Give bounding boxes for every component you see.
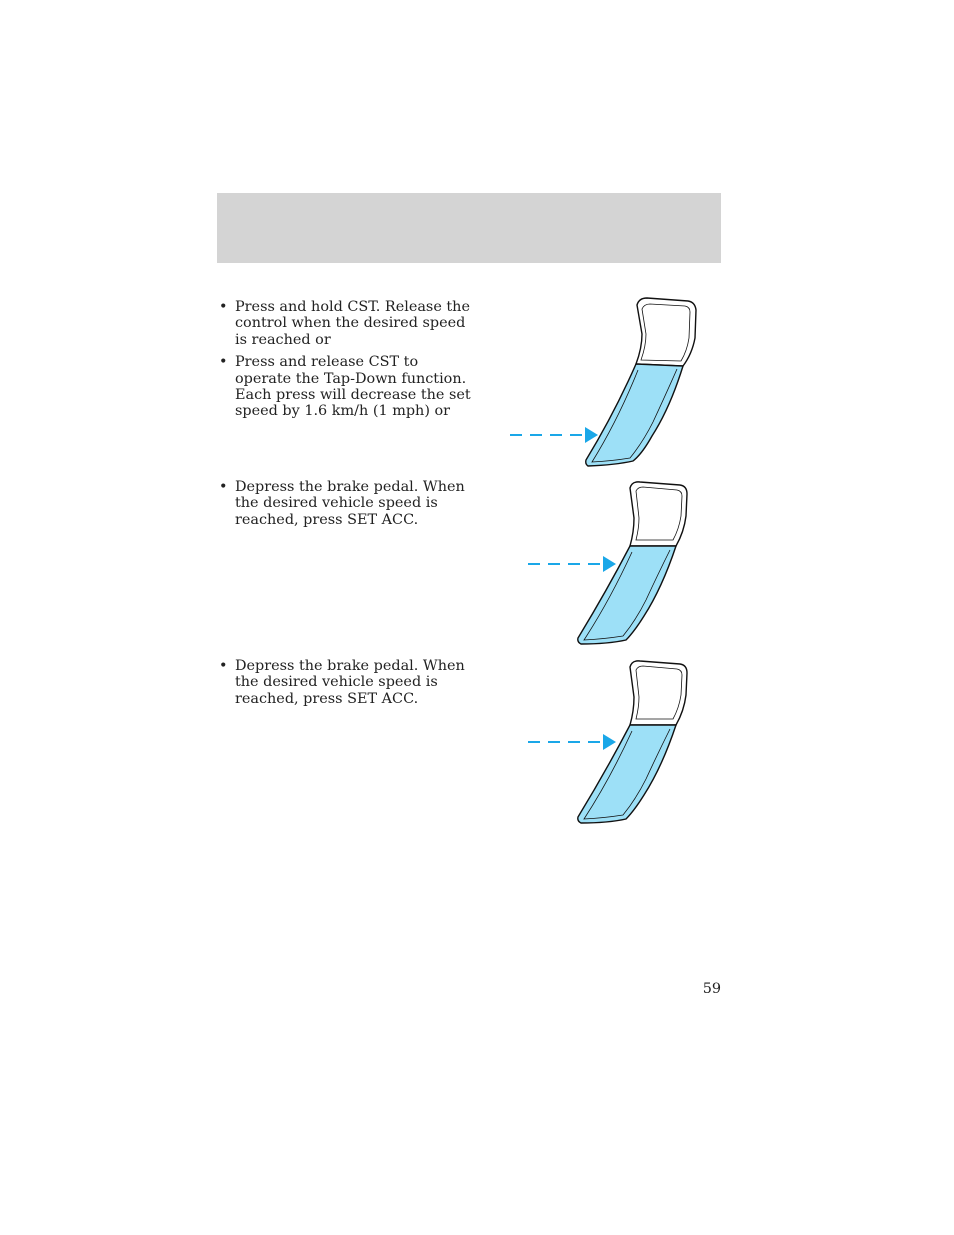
list-item [217, 658, 477, 707]
bullet-text: Press and hold CST. Release the control when the desired speed is reached or [235, 299, 470, 348]
bullet-icon: • [219, 658, 228, 674]
list-item [217, 299, 477, 348]
page-number: 59 [702, 981, 721, 997]
bullet-icon: • [219, 479, 228, 495]
bullet-icon: • [219, 299, 228, 315]
bullet-text: Depress the brake pedal. When the desired vehicle speed is reached, press SET ACC. [235, 479, 465, 528]
button-upper [636, 298, 696, 366]
control-button-illustration [490, 655, 720, 835]
arrow-pointer-icon [585, 427, 598, 443]
bullet-icon: • [219, 354, 228, 371]
bullet-text: Press and release CST to operate the Tap-Down function. Each press will decrease the set speed by 1.6 km/h (1 mph) or [235, 354, 471, 420]
arrow-pointer-icon [603, 734, 616, 750]
control-button-illustration [490, 296, 720, 476]
list-item [217, 479, 477, 528]
instruction-list [217, 479, 477, 534]
bullet-text: Depress the brake pedal. When the desired vehicle speed is reached, press SET ACC. [235, 658, 465, 707]
button-lower [578, 546, 676, 644]
instruction-list [217, 658, 477, 713]
instruction-list [217, 299, 477, 426]
header-band [217, 193, 721, 263]
control-button-illustration [490, 476, 720, 656]
list-item [217, 354, 477, 420]
arrow-pointer-icon [603, 556, 616, 572]
button-lower [578, 725, 676, 823]
